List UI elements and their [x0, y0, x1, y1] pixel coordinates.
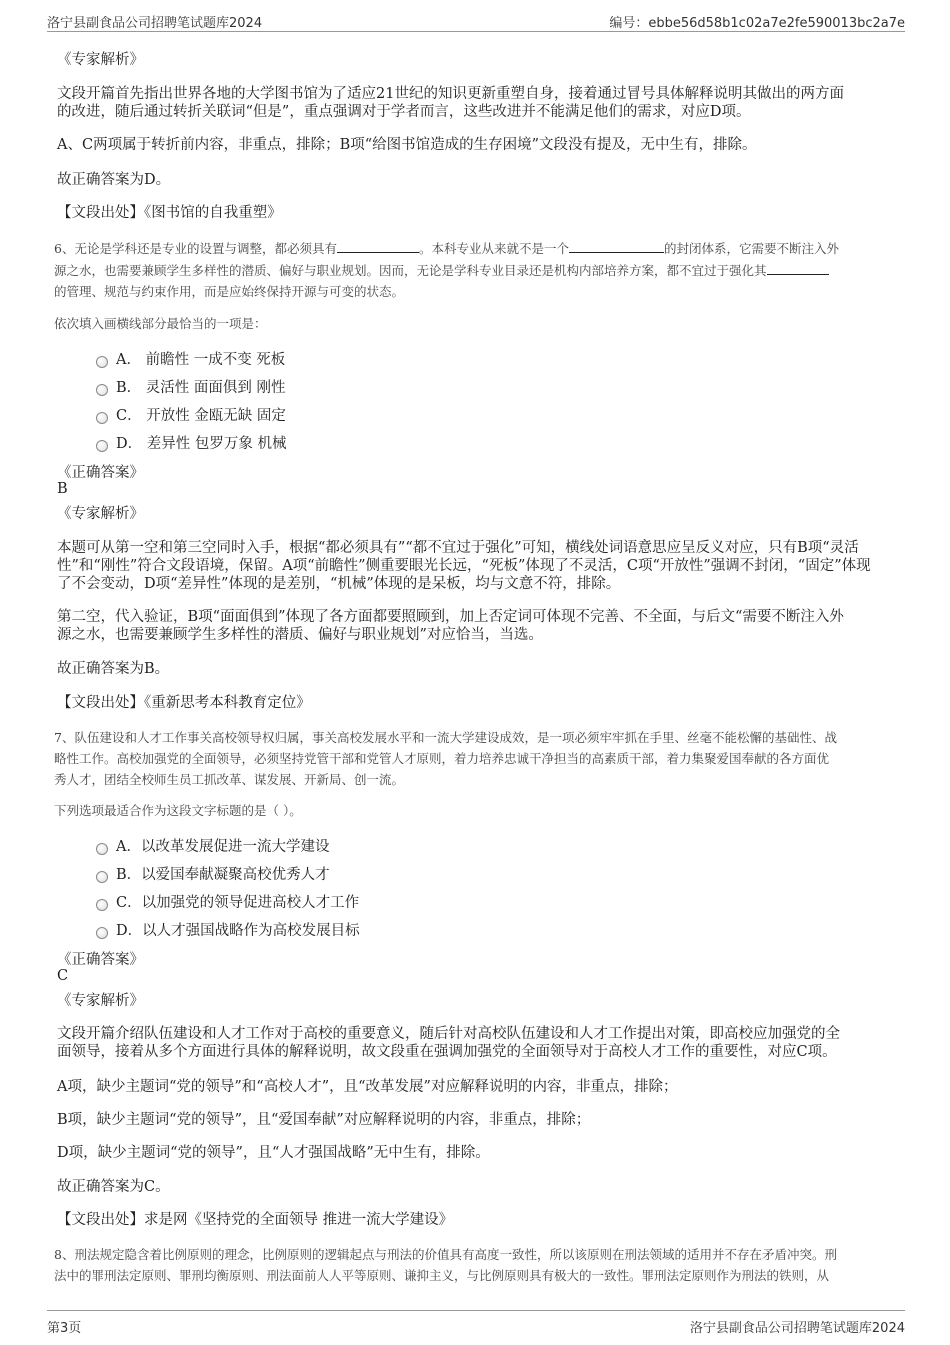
analysis-text: 本题可从第一空和第三空同时入手，根据“都必须具有”“都不宜过于强化”可知，横线处词语意思应呈反义对应，只有B项“灵活	[57, 540, 859, 556]
radio-icon[interactable]	[96, 356, 108, 368]
question-text-part: 。本科专业从来就不是一个	[418, 241, 569, 256]
answer-statement: 故正确答案为D。	[57, 172, 171, 188]
question-6-text	[54, 261, 829, 279]
q7-option-a[interactable]	[96, 835, 329, 856]
radio-icon[interactable]	[96, 384, 108, 396]
correct-answer-label: 《正确答案》	[57, 465, 144, 481]
analysis-text: 面领导，接着从多个方面进行具体的解释说明，故文段重在强调加强党的全面领导对于高校人才工作的重要性，对应C项。	[57, 1044, 837, 1060]
analysis-text: 第二空，代入验证，B项“面面俱到”体现了各方面都要照顾到，加上否定词可体现不完善、不全面，与后文“需要不断注入外	[57, 609, 844, 625]
q7-option-c[interactable]	[96, 891, 359, 912]
answer-statement: 故正确答案为B。	[57, 661, 170, 677]
expert-analysis-label: 《专家解析》	[57, 506, 144, 522]
analysis-text: 了不会变动，D项“差异性”体现的是差别，“机械”体现的是呆板，均与文意不符，排除。	[57, 576, 621, 592]
footer-title: 洛宁县副食品公司招聘笔试题库2024	[689, 1321, 905, 1336]
radio-icon[interactable]	[96, 440, 108, 452]
question-8-text: 法中的罪刑法定原则、罪刑均衡原则、刑法面前人人平等原则、谦抑主义，与比例原则具有极大的一致性。罪刑法定原则作为刑法的铁则，从	[54, 1268, 830, 1283]
analysis-text: 的改进，随后通过转折关联词“但是”，重点强调对于学者而言，这些改进并不能满足他们的需求，对应D项。	[57, 104, 751, 120]
radio-icon[interactable]	[96, 871, 108, 883]
question-7-text: 秀人才，团结全校师生员工抓改革、谋发展、开新局、创一流。	[54, 772, 405, 787]
source-note: 【文段出处】《图书馆的自我重塑》	[57, 205, 282, 221]
q6-option-c[interactable]	[96, 404, 286, 425]
question-8-text: 8、刑法规定隐含着比例原则的理念，比例原则的逻辑起点与刑法的价值具有高度一致性，所以该原则在刑法领域的适用并不存在矛盾冲突。刑	[54, 1247, 837, 1262]
option-label: D．以人才强国战略作为高校发展目标	[116, 923, 360, 939]
header-title: 洛宁县副食品公司招聘笔试题库2024	[47, 16, 263, 31]
expert-analysis-label: 《专家解析》	[57, 993, 144, 1009]
question-prompt: 依次填入画横线部分最恰当的一项是：	[54, 316, 267, 331]
radio-icon[interactable]	[96, 843, 108, 855]
analysis-text: B项，缺少主题词“党的领导”，且“爱国奉献”对应解释说明的内容，非重点，排除；	[57, 1112, 591, 1128]
footer-divider	[47, 1310, 905, 1311]
q7-option-d[interactable]	[96, 919, 360, 940]
source-note: 【文段出处】《重新思考本科教育定位》	[57, 695, 311, 711]
analysis-text: A项，缺少主题词“党的领导”和“高校人才”，且“改革发展”对应解释说明的内容，非重点，排除；	[57, 1079, 678, 1095]
question-7-text: 略性工作。高校加强党的全面领导，必须坚持党管干部和党管人才原则，着力培养忠诚干净担当的高素质干部，着力集聚爱国奉献的各方面优	[54, 751, 830, 766]
q7-option-b[interactable]	[96, 863, 330, 884]
question-6-text: 的管理、规范与约束作用，而是应始终保持开源与可变的状态。	[54, 284, 405, 299]
answer-statement: 故正确答案为C。	[57, 1179, 170, 1195]
radio-icon[interactable]	[96, 927, 108, 939]
analysis-text: 性”和“刚性”符合文段语境，保留。A项“前瞻性”侧重要眼光长远，“死板”体现了不灵活，C项“开放性”强调不封闭，“固定”体现	[57, 558, 871, 574]
analysis-text: A、C两项属于转折前内容，非重点，排除；B项“给图书馆造成的生存困境”文段没有提及，无中生有，排除。	[57, 137, 757, 153]
analysis-text: 文段开篇介绍队伍建设和人才工作对于高校的重要意义，随后针对高校队伍建设和人才工作提出对策，即高校应加强党的全	[57, 1026, 840, 1042]
page-number: 第3页	[47, 1321, 82, 1336]
q6-option-b[interactable]	[96, 376, 285, 397]
correct-answer-value: B	[57, 481, 68, 497]
fill-blank	[767, 262, 829, 275]
question-text-part: 6、无论是学科还是专业的设置与调整，都必须具有	[54, 241, 337, 256]
correct-answer-label: 《正确答案》	[57, 952, 144, 968]
analysis-text: 文段开篇首先指出世界各地的大学图书馆为了适应21世纪的知识更新重塑自身，接着通过冒号具体解释说明其做出的两方面	[57, 86, 844, 102]
q6-option-d[interactable]	[96, 432, 286, 453]
page-footer	[0, 1305, 950, 1345]
source-note: 【文段出处】求是网《坚持党的全面领导 推进一流大学建设》	[57, 1212, 454, 1228]
expert-analysis-label: 《专家解析》	[57, 52, 144, 68]
q6-option-a[interactable]	[96, 348, 285, 369]
option-label: D． 差异性 包罗万象 机械	[116, 436, 287, 452]
question-6-text	[54, 239, 839, 257]
option-label: C．以加强党的领导促进高校人才工作	[116, 895, 360, 911]
radio-icon[interactable]	[96, 412, 108, 424]
option-label: C． 开放性 金瓯无缺 固定	[116, 408, 286, 424]
question-7-text: 7、队伍建设和人才工作事关高校领导权归属，事关高校发展水平和一流大学建设成效，是一项必须牢牢抓在手里、丝毫不能松懈的基础性、战	[54, 730, 837, 745]
question-text-part: 的封闭体系，它需要不断注入外	[663, 241, 839, 256]
radio-icon[interactable]	[96, 899, 108, 911]
header-doc-id: 编号：ebbe56d58b1c02a7e2fe590013bc2a7e	[609, 16, 905, 31]
fill-blank	[569, 240, 664, 253]
correct-answer-value: C	[57, 968, 69, 984]
header-divider	[47, 31, 905, 32]
analysis-text: 源之水，也需要兼顾学生多样性的潜质、偏好与职业规划”对应恰当，当选。	[57, 627, 543, 643]
option-label: A．以改革发展促进一流大学建设	[116, 839, 330, 855]
question-prompt: 下列选项最适合作为这段文字标题的是（ ）。	[54, 803, 302, 818]
question-text-part: 源之水，也需要兼顾学生多样性的潜质、偏好与职业规划。因而，无论是学科专业目录还是机构内部培养方案，都不宜过于强化其	[54, 263, 767, 278]
option-label: B． 灵活性 面面俱到 刚性	[116, 380, 286, 396]
fill-blank	[337, 240, 419, 253]
option-label: A． 前瞻性 一成不变 死板	[116, 352, 286, 368]
page-header	[0, 0, 950, 34]
option-label: B．以爱国奉献凝聚高校优秀人才	[116, 867, 330, 883]
analysis-text: D项，缺少主题词“党的领导”，且“人才强国战略”无中生有，排除。	[57, 1145, 490, 1161]
